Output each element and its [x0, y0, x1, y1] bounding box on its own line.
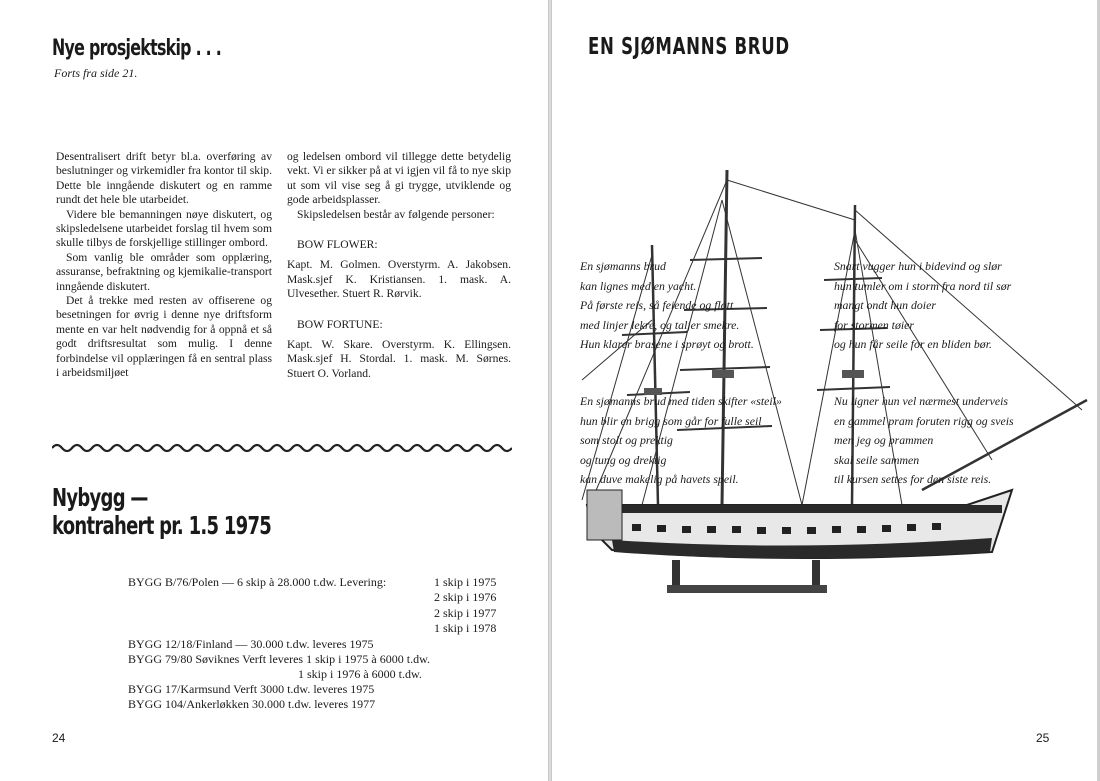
build-entry: BYGG B/76/Polen — 6 skip à 28.000 t.dw. Levering:	[128, 575, 387, 589]
newbuild-heading	[52, 484, 271, 540]
delivery-row: 1 skip i 1975	[434, 575, 497, 589]
poem-stanza-3	[834, 257, 1011, 355]
poem-line: mangt ondt hun doier	[834, 298, 936, 312]
poem-title: EN SJØMANNS BRUD	[588, 34, 790, 60]
poem-line: med linjer lekre, og taljer smekre.	[580, 317, 740, 332]
heading-line: kontrahert pr. 1.5 1975	[52, 511, 272, 540]
delivery-row: 1 skip i 1978	[434, 621, 497, 636]
poem-line: hun blir en brigg som går for fulle seil	[580, 413, 762, 428]
ship-name-bow-fortune: BOW FORTUNE:	[297, 317, 383, 331]
poem-line: Nu ligner hun vel nærmest underveis	[834, 394, 1008, 408]
poem-line: En sjømanns brud med tiden skifter «steil»	[580, 394, 782, 408]
poem-line: skal seile sammen	[834, 452, 920, 467]
left-page	[0, 0, 548, 781]
poem-line: og tung og drektig	[580, 452, 667, 467]
book-gutter	[548, 0, 552, 781]
poem-line: kan lignes med en yacht.	[580, 278, 697, 293]
delivery-row: 2 skip i 1976	[434, 590, 497, 605]
poem-line: men jeg og prammen	[834, 433, 934, 447]
text-column-1	[56, 150, 272, 381]
poem-line: kan duve makelig på havets speil.	[580, 472, 739, 486]
ship-name-bow-flower: BOW FLOWER:	[297, 238, 378, 252]
poem-stanza-4	[834, 392, 1014, 490]
article-heading: Nye prosjektskip . . .	[52, 36, 222, 61]
poem-line: Hun klarer brasene i sprøyt og brott.	[580, 337, 754, 351]
poem-line: En sjømanns brud	[580, 259, 666, 273]
poem-stanza-2	[580, 392, 782, 490]
continued-note: Forts fra side 21.	[54, 66, 138, 80]
wave-divider	[52, 442, 512, 454]
build-entry: BYGG 79/80 Søviknes Verft leveres 1 skip i 1975 à 6000 t.dw.	[128, 652, 430, 666]
build-entry: BYGG 104/Ankerløkken 30.000 t.dw. leveres 1977	[128, 697, 376, 711]
heading-line: Nybygg —	[52, 483, 148, 512]
delivery-list	[434, 575, 496, 637]
build-entry: BYGG 17/Karmsund Verft 3000 t.dw. leveres 1975	[128, 682, 375, 696]
text-column-2	[287, 150, 511, 381]
poem-line: en gammel pram foruten rigg og sveis	[834, 413, 1014, 428]
poem-stanza-1	[580, 257, 754, 355]
poem-line: og hun får seile for en bliden bør.	[834, 337, 992, 351]
poem-line: Snart vugger hun i bidevind og slør	[834, 259, 1002, 273]
paragraph: Det å trekke med resten av offiserene og besetningen for øvrig i denne nye driftsform mente en var helt nødvendig for å oppnå et så godt driftsresultat som mulig. I denne forbindelse vil opplæringen få en sentral plass i arbeidsmiljøet	[56, 294, 272, 380]
paragraph: Som vanlig ble områder som opplæring, assuranse, befraktning og kjemikalie-transport inngående diskutert.	[56, 250, 272, 293]
poem-line: for stormen tøier	[834, 317, 914, 332]
poem-line: som stolt og prektig	[580, 433, 673, 447]
crew-list: Kapt. M. Golmen. Overstyrm. A. Jakobsen. Mask.sjef K. Kristiansen. 1. mask. A. Ulvesether. Stuert R. Rørvik.	[287, 258, 511, 301]
poem-line: hun tumler om i storm fra nord til sør	[834, 278, 1012, 293]
build-entry: BYGG 12/18/Finland — 30.000 t.dw. leveres 1975	[128, 637, 374, 651]
paragraph: Skipsledelsen består av følgende personer:	[297, 207, 495, 221]
paragraph: og ledelsen ombord vil tillegge dette betydelig vekt. Vi er sikker på at vi igjen vil få to nye skip ut som vil vise seg å gi trygge, utviklende og gode arbeidsplasser.	[287, 150, 511, 207]
build-entry-continued: 1 skip i 1976 à 6000 t.dw.	[298, 667, 422, 681]
poem-line: til kursen settes for den siste reis.	[834, 472, 992, 486]
page-number: 25	[1036, 731, 1050, 745]
paragraph: Videre ble bemanningen nøye diskutert, og skipsledelsene utarbeidet forslag til hvem som skulle tilbys de forskjellige stillinger ombord.	[56, 207, 272, 250]
poem-line: På første reis, så feiende og flott	[580, 298, 734, 312]
delivery-row: 2 skip i 1977	[434, 605, 497, 620]
page-number: 24	[52, 731, 66, 745]
paragraph: Desentralisert drift betyr bl.a. overføring av beslutninger og virkemidler fra kontor til skip. Dette ble inngående diskutert og en ramme rundt det hele ble utarbeidet.	[56, 150, 272, 207]
crew-list: Kapt. W. Skare. Overstyrm. K. Ellingsen. Mask.sjef H. Stordal. 1. mask. M. Sørnes. Stuert O. Vorland.	[287, 338, 511, 380]
